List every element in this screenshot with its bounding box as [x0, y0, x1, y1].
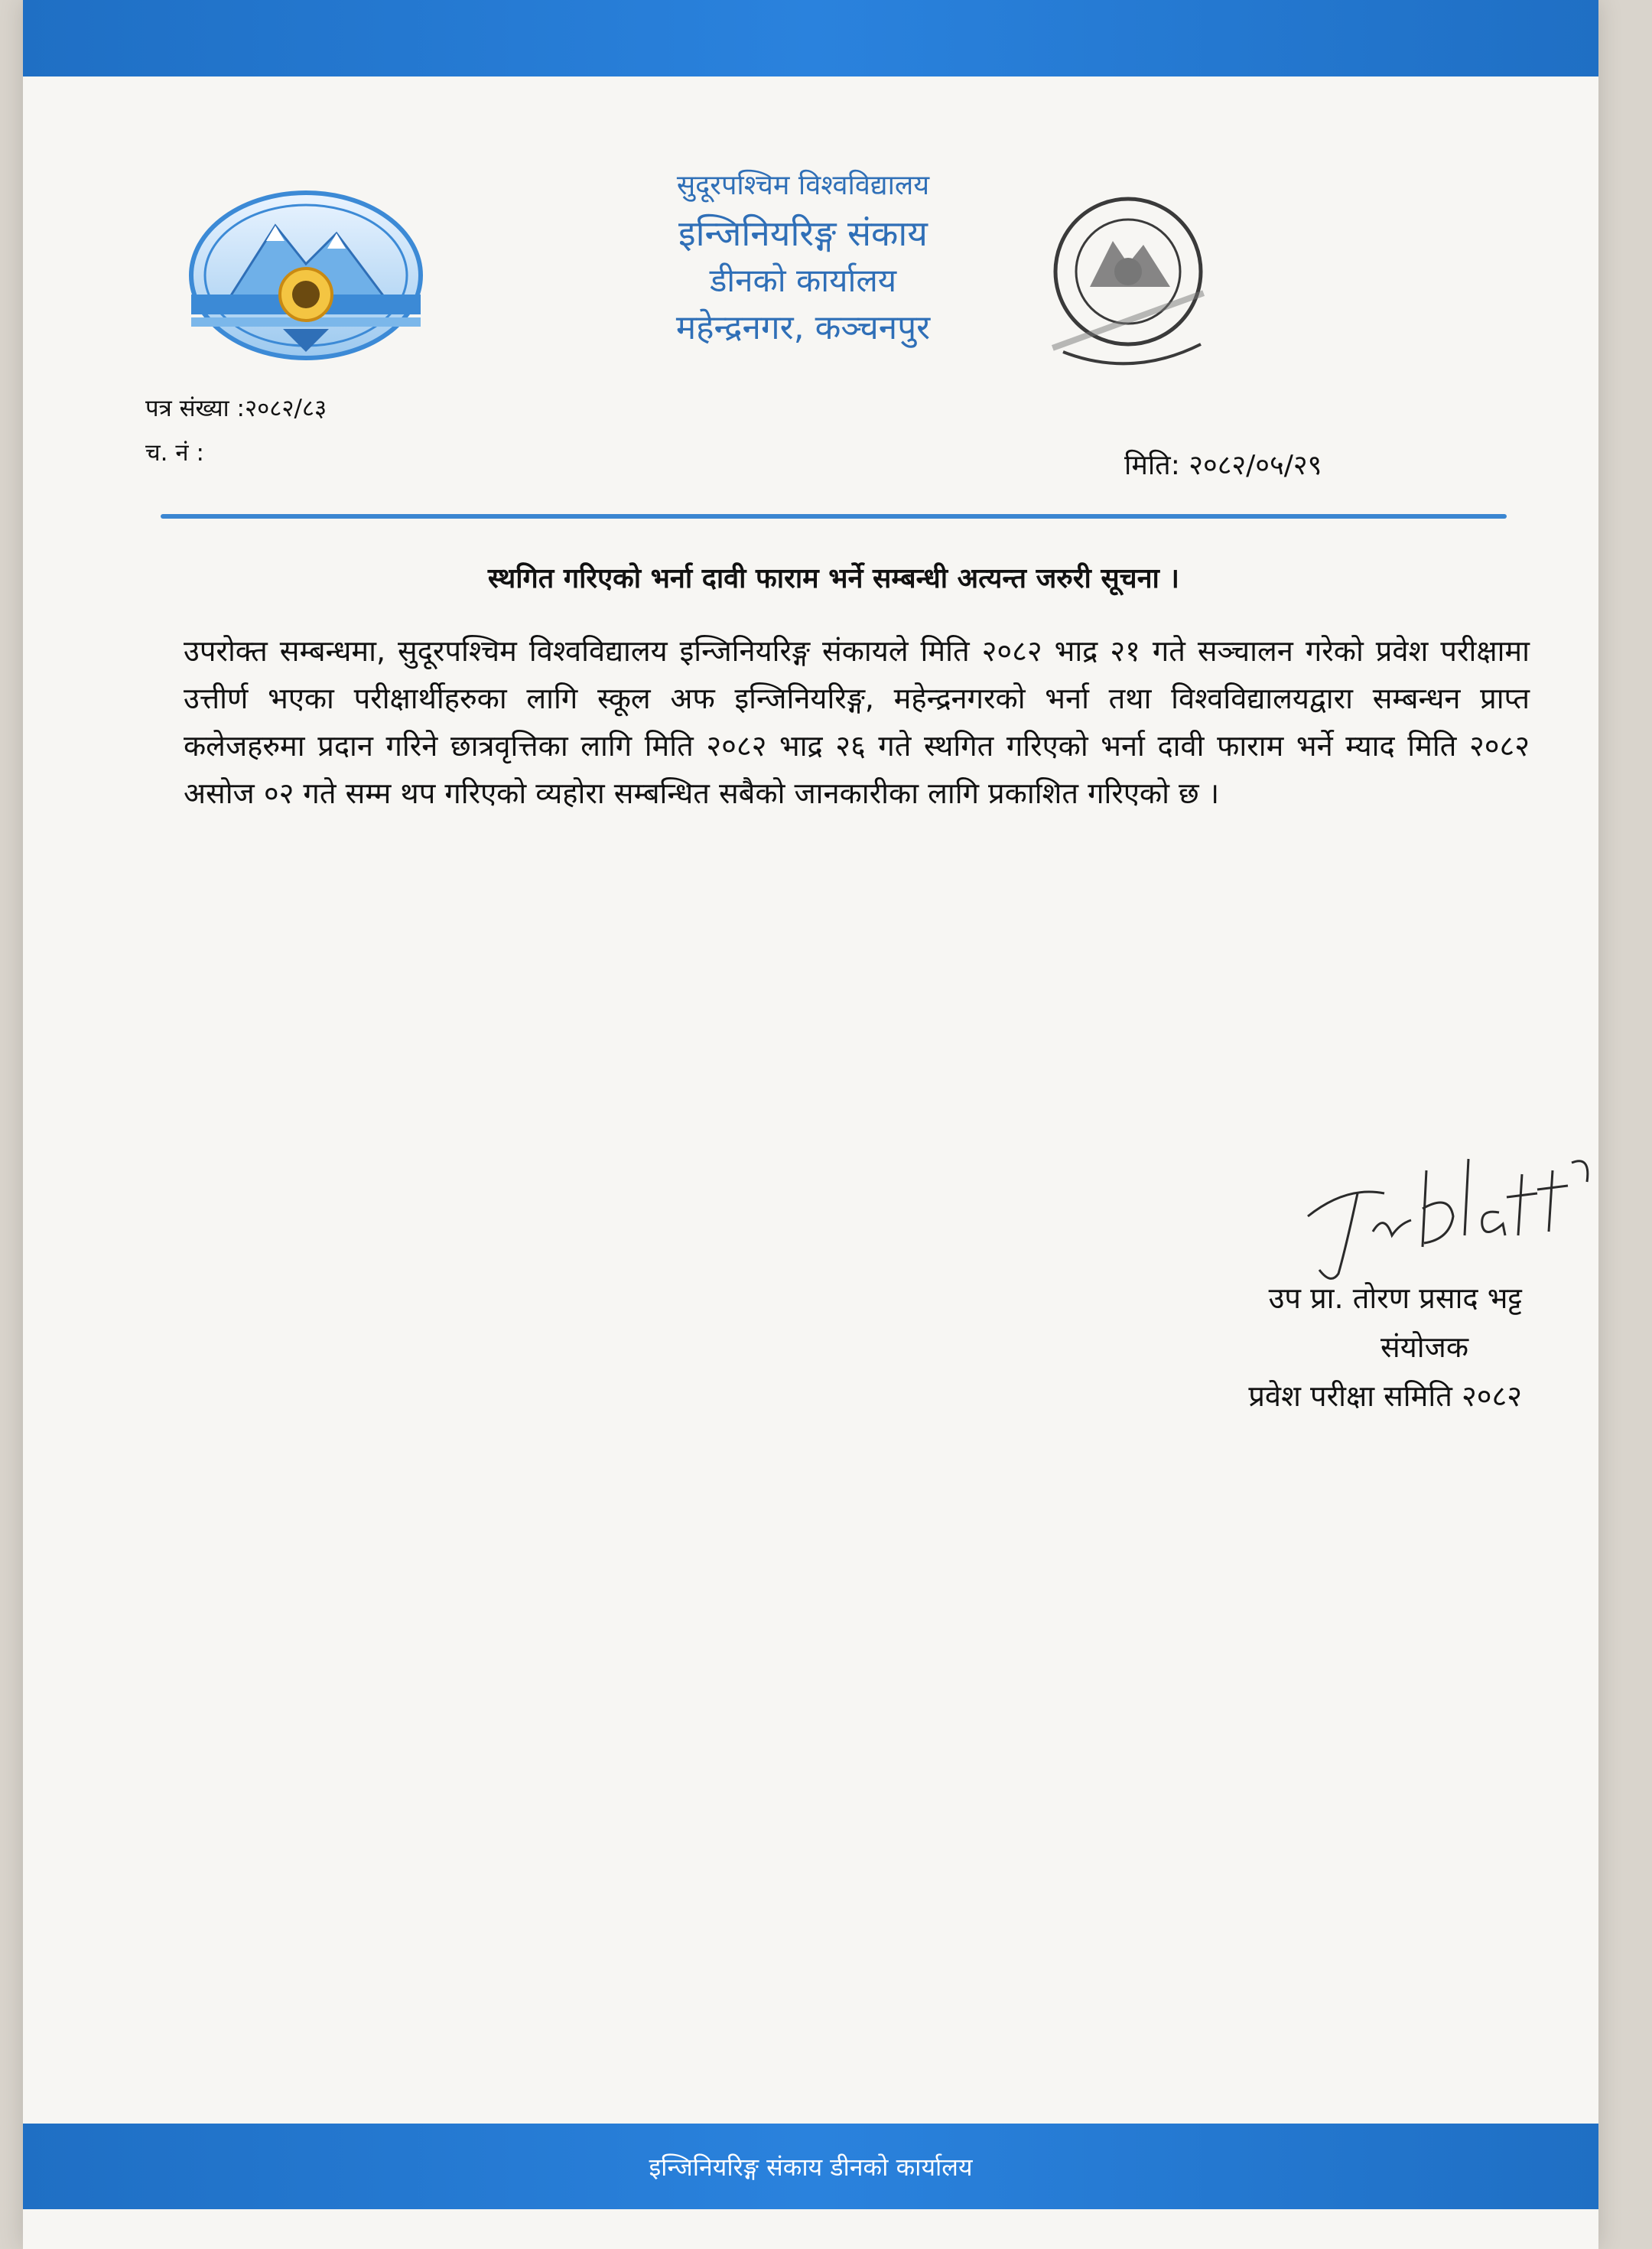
committee-seal-icon [1017, 187, 1247, 394]
top-blue-band [23, 0, 1598, 76]
letter-date: मिति: २०८२/०५/२९ [1124, 450, 1322, 481]
dispatch-number: च. नं : [145, 439, 204, 467]
footer-office-name: इन्जिनियरिङ्ग संकाय डीनको कार्यालय [649, 2152, 973, 2182]
signatory-name: उप प्रा. तोरण प्रसाद भट्ट [1268, 1281, 1522, 1315]
office-header [604, 162, 1002, 352]
signatory-title: संयोजक [1380, 1330, 1468, 1364]
letter-number: पत्र संख्या :२०८२/८३ [145, 395, 327, 422]
letter-page [23, 0, 1598, 2249]
notice-body: उपरोक्त सम्बन्धमा, सुदूरपश्चिम विश्वविद्यालय इन्जिनियरिङ्ग संकायले मिति २०८२ भाद्र २१ गते सञ्चालन गरेको प्रवेश परीक्षामा उत्तीर्ण भएका परीक्षार्थीहरुका लागि स्कूल अफ इन्जिनियरिङ्ग, महेन्द्रनगरको भर्ना तथा विश्वविद्यालयद्वारा सम्बन्धन प्राप्त कलेजहरुमा प्रदान गरिने छात्रवृत्तिका लागि मिति २०८२ भाद्र २६ गते स्थगित गरिएको भर्ना दावी फाराम भर्ने म्याद मिति २०८२ असोज ०२ गते सम्म थप गरिएको व्यहोरा सम्बन्धित सबैको जानकारीका लागि प्रकाशित गरिएको छ । [184, 634, 1530, 810]
university-logo-icon [176, 180, 436, 367]
notice-subject: स्थगित गरिएको भर्ना दावी फाराम भर्ने सम्बन्धी अत्यन्त जरुरी सूचना । [487, 563, 1180, 594]
signatory-block [1094, 1274, 1522, 1421]
office-name: डीनको कार्यालय [709, 262, 897, 299]
bottom-blue-band [23, 2124, 1598, 2209]
university-name: सुदूरपश्चिम विश्वविद्यालय [676, 170, 930, 201]
faculty-name: इन्जिनियरिङ्ग संकाय [678, 213, 928, 254]
header-divider [161, 514, 1507, 519]
signature-icon [1285, 1140, 1606, 1293]
signatory-committee: प्रवेश परीक्षा समिति २०८२ [1248, 1379, 1522, 1413]
office-location: महेन्द्रनगर, कञ्चनपुर [675, 308, 931, 347]
